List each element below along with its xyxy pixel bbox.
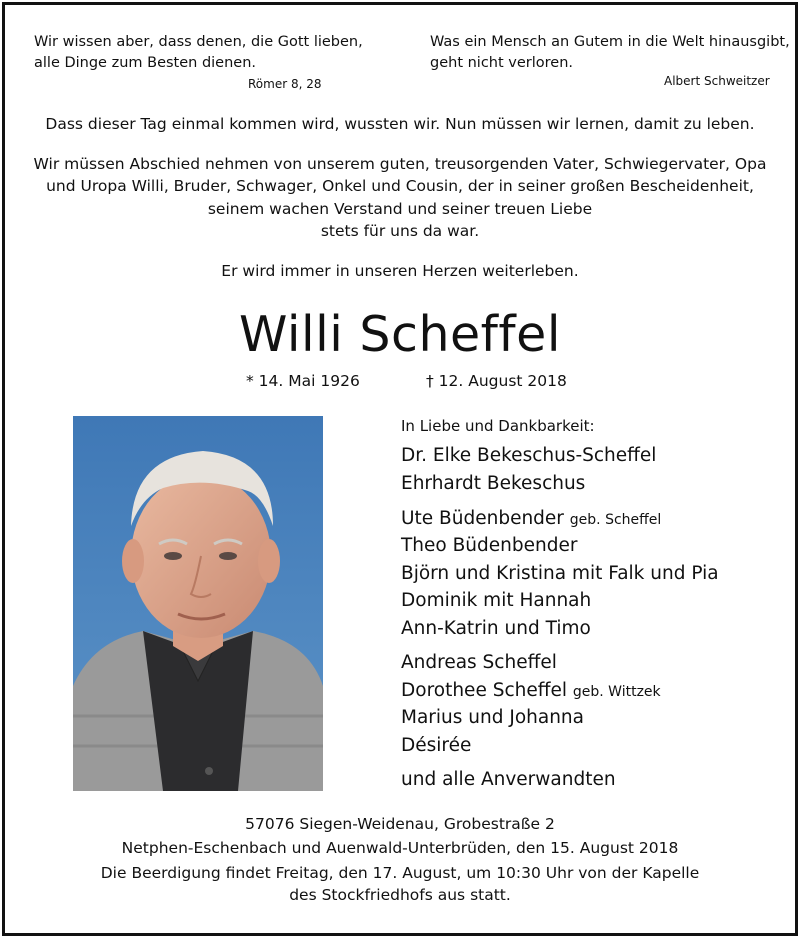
quote-left-source: Römer 8, 28 <box>248 77 322 91</box>
quote-right-line1: Was ein Mensch an Gutem in die Welt hinausgibt, <box>430 34 790 50</box>
farewell-line3: seinem wachen Verstand und seiner treuen Liebe <box>207 200 593 218</box>
funeral-line1: Die Beerdigung findet Freitag, den 17. August, um 10:30 Uhr von der Kapelle <box>100 864 700 882</box>
quote-right-line2: geht nicht verloren. <box>430 55 574 71</box>
quote-right-source: Albert Schweitzer <box>664 74 770 88</box>
mourner-name: Björn und Kristina mit Falk und Pia <box>401 563 719 584</box>
place-date: Netphen-Eschenbach und Auenwald-Unterbrüden, den 15. August 2018 <box>121 839 679 857</box>
mourner-name: Ehrhardt Bekeschus <box>401 473 586 494</box>
mourner-name-text: Dorothee Scheffel <box>401 680 567 701</box>
mourner-name <box>401 508 661 529</box>
memory-line: Er wird immer in unseren Herzen weiterleben. <box>221 262 579 280</box>
birth-date: * 14. Mai 1926 <box>246 372 360 390</box>
mourner-name: Ann-Katrin und Timo <box>401 618 591 639</box>
mourner-name: Theo Büdenbender <box>401 535 578 556</box>
mourner-name-text: Ute Büdenbender <box>401 508 564 529</box>
portrait-photo <box>73 416 323 791</box>
mourners-intro: In Liebe und Dankbarkeit: <box>401 417 595 435</box>
maiden-name: geb. Wittzek <box>572 684 661 700</box>
mourner-name: Dominik mit Hannah <box>401 590 592 611</box>
death-date: † 12. August 2018 <box>426 372 567 390</box>
mourner-name <box>401 680 661 701</box>
mourner-name: Marius und Johanna <box>401 707 584 728</box>
farewell-line2: und Uropa Willi, Bruder, Schwager, Onkel und Cousin, der in seiner großen Bescheidenheit, <box>46 177 754 195</box>
maiden-name: geb. Scheffel <box>569 512 662 528</box>
address: 57076 Siegen-Weidenau, Grobestraße 2 <box>245 815 555 833</box>
quote-left-line2: alle Dinge zum Besten dienen. <box>34 55 257 71</box>
quote-left-line1: Wir wissen aber, dass denen, die Gott lieben, <box>34 34 363 50</box>
mourner-name: und alle Anverwandten <box>401 769 616 790</box>
mourner-name: Dr. Elke Bekeschus-Scheffel <box>401 445 657 466</box>
farewell-line4: stets für uns da war. <box>320 222 480 240</box>
intro-text: Dass dieser Tag einmal kommen wird, wussten wir. Nun müssen wir lernen, damit zu leben. <box>45 115 755 133</box>
mourner-name: Andreas Scheffel <box>401 652 557 673</box>
deceased-name: Willi Scheffel <box>239 306 561 363</box>
mourner-name: Désirée <box>401 735 472 756</box>
funeral-line2: des Stockfriedhofs aus statt. <box>289 886 511 904</box>
farewell-line1: Wir müssen Abschied nehmen von unserem guten, treusorgenden Vater, Schwiegervater, Opa <box>33 155 767 173</box>
